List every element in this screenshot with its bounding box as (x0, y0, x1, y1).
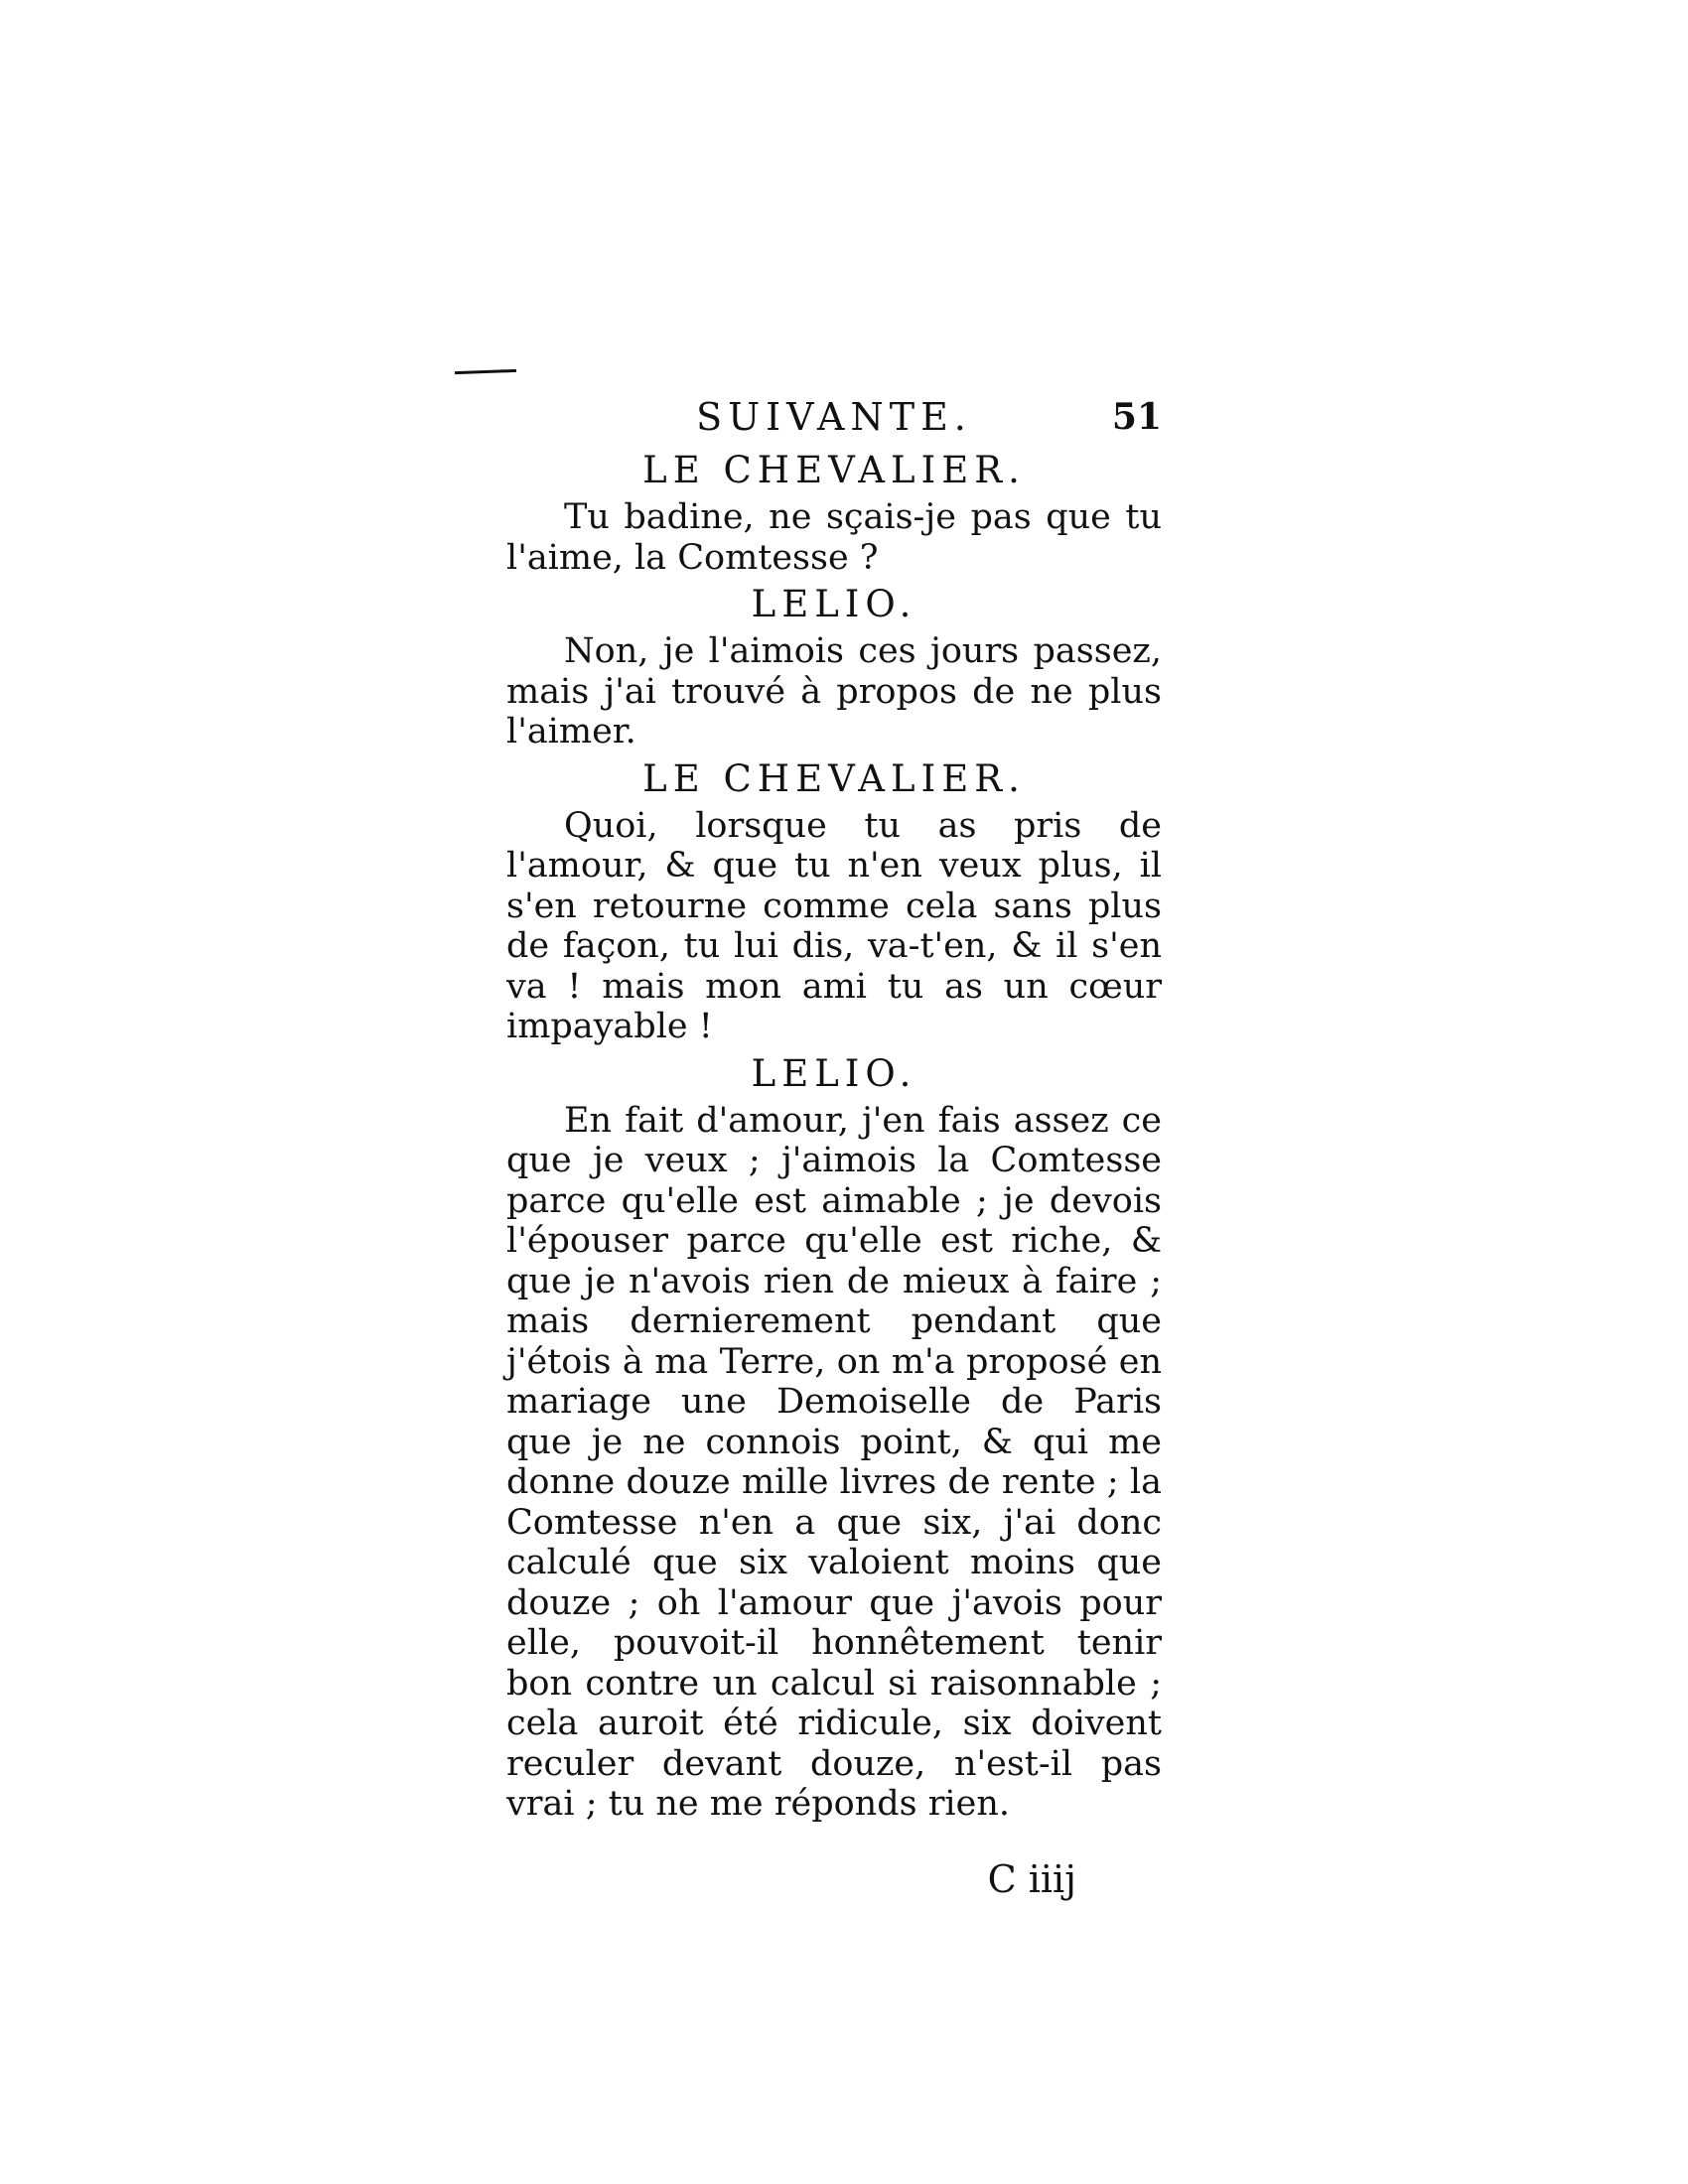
page-footer (506, 1854, 1162, 1914)
speaker-name: LE CHEVALIER. (642, 449, 1026, 491)
speaker-name: LE CHEVALIER. (642, 756, 1026, 800)
margin-rule-mark (455, 369, 516, 374)
text-block (506, 392, 1162, 1914)
page-number: 51 (1111, 396, 1162, 438)
speaker-name: LELIO. (751, 583, 917, 625)
speaker-name: LELIO. (751, 1051, 917, 1095)
speech-text: Quoi, lorsque tu as pris de l'amour, & que tu n'en veux plus, il s'en retourne comme cela sans plus de façon, tu lui dis, va-t'en, & il s'en va ! mais mon ami tu as un cœur impayable ! (506, 805, 1162, 1046)
page-header (506, 392, 1162, 444)
speech-text: Non, je l'aimois ces jours passez, mais j'ai trouvé à propos de ne plus l'aimer. (506, 631, 1162, 751)
speech-text: En fait d'amour, j'en fais assez ce que je veux ; j'aimois la Comtesse parce qu'elle est aimable ; je devois l'épouser parce qu'elle est riche, & que je n'avois rien de mieux à faire ; mais dernierement pendant que j'étois à ma Terre, on m'a proposé en mariage une Demoiselle de Paris que je ne connois point, & qui me donne douze mille livres de rente ; la Comtesse n'en a que six, j'ai donc calculé que six valoient moins que douze ; oh l'amour que j'avois pour elle, pouvoit-il honnêtement tenir bon contre un calcul si raisonnable ; cela auroit été ridicule, six doivent reculer devant douze, n'est-il pas vrai ; tu ne me réponds rien. (506, 1100, 1162, 1824)
signature-mark: C iiij (987, 1856, 1076, 1901)
running-head: SUIVANTE. (696, 395, 972, 439)
speech-text: Tu badine, ne sçais-je pas que tu l'aime, la Comtesse ? (506, 497, 1162, 578)
